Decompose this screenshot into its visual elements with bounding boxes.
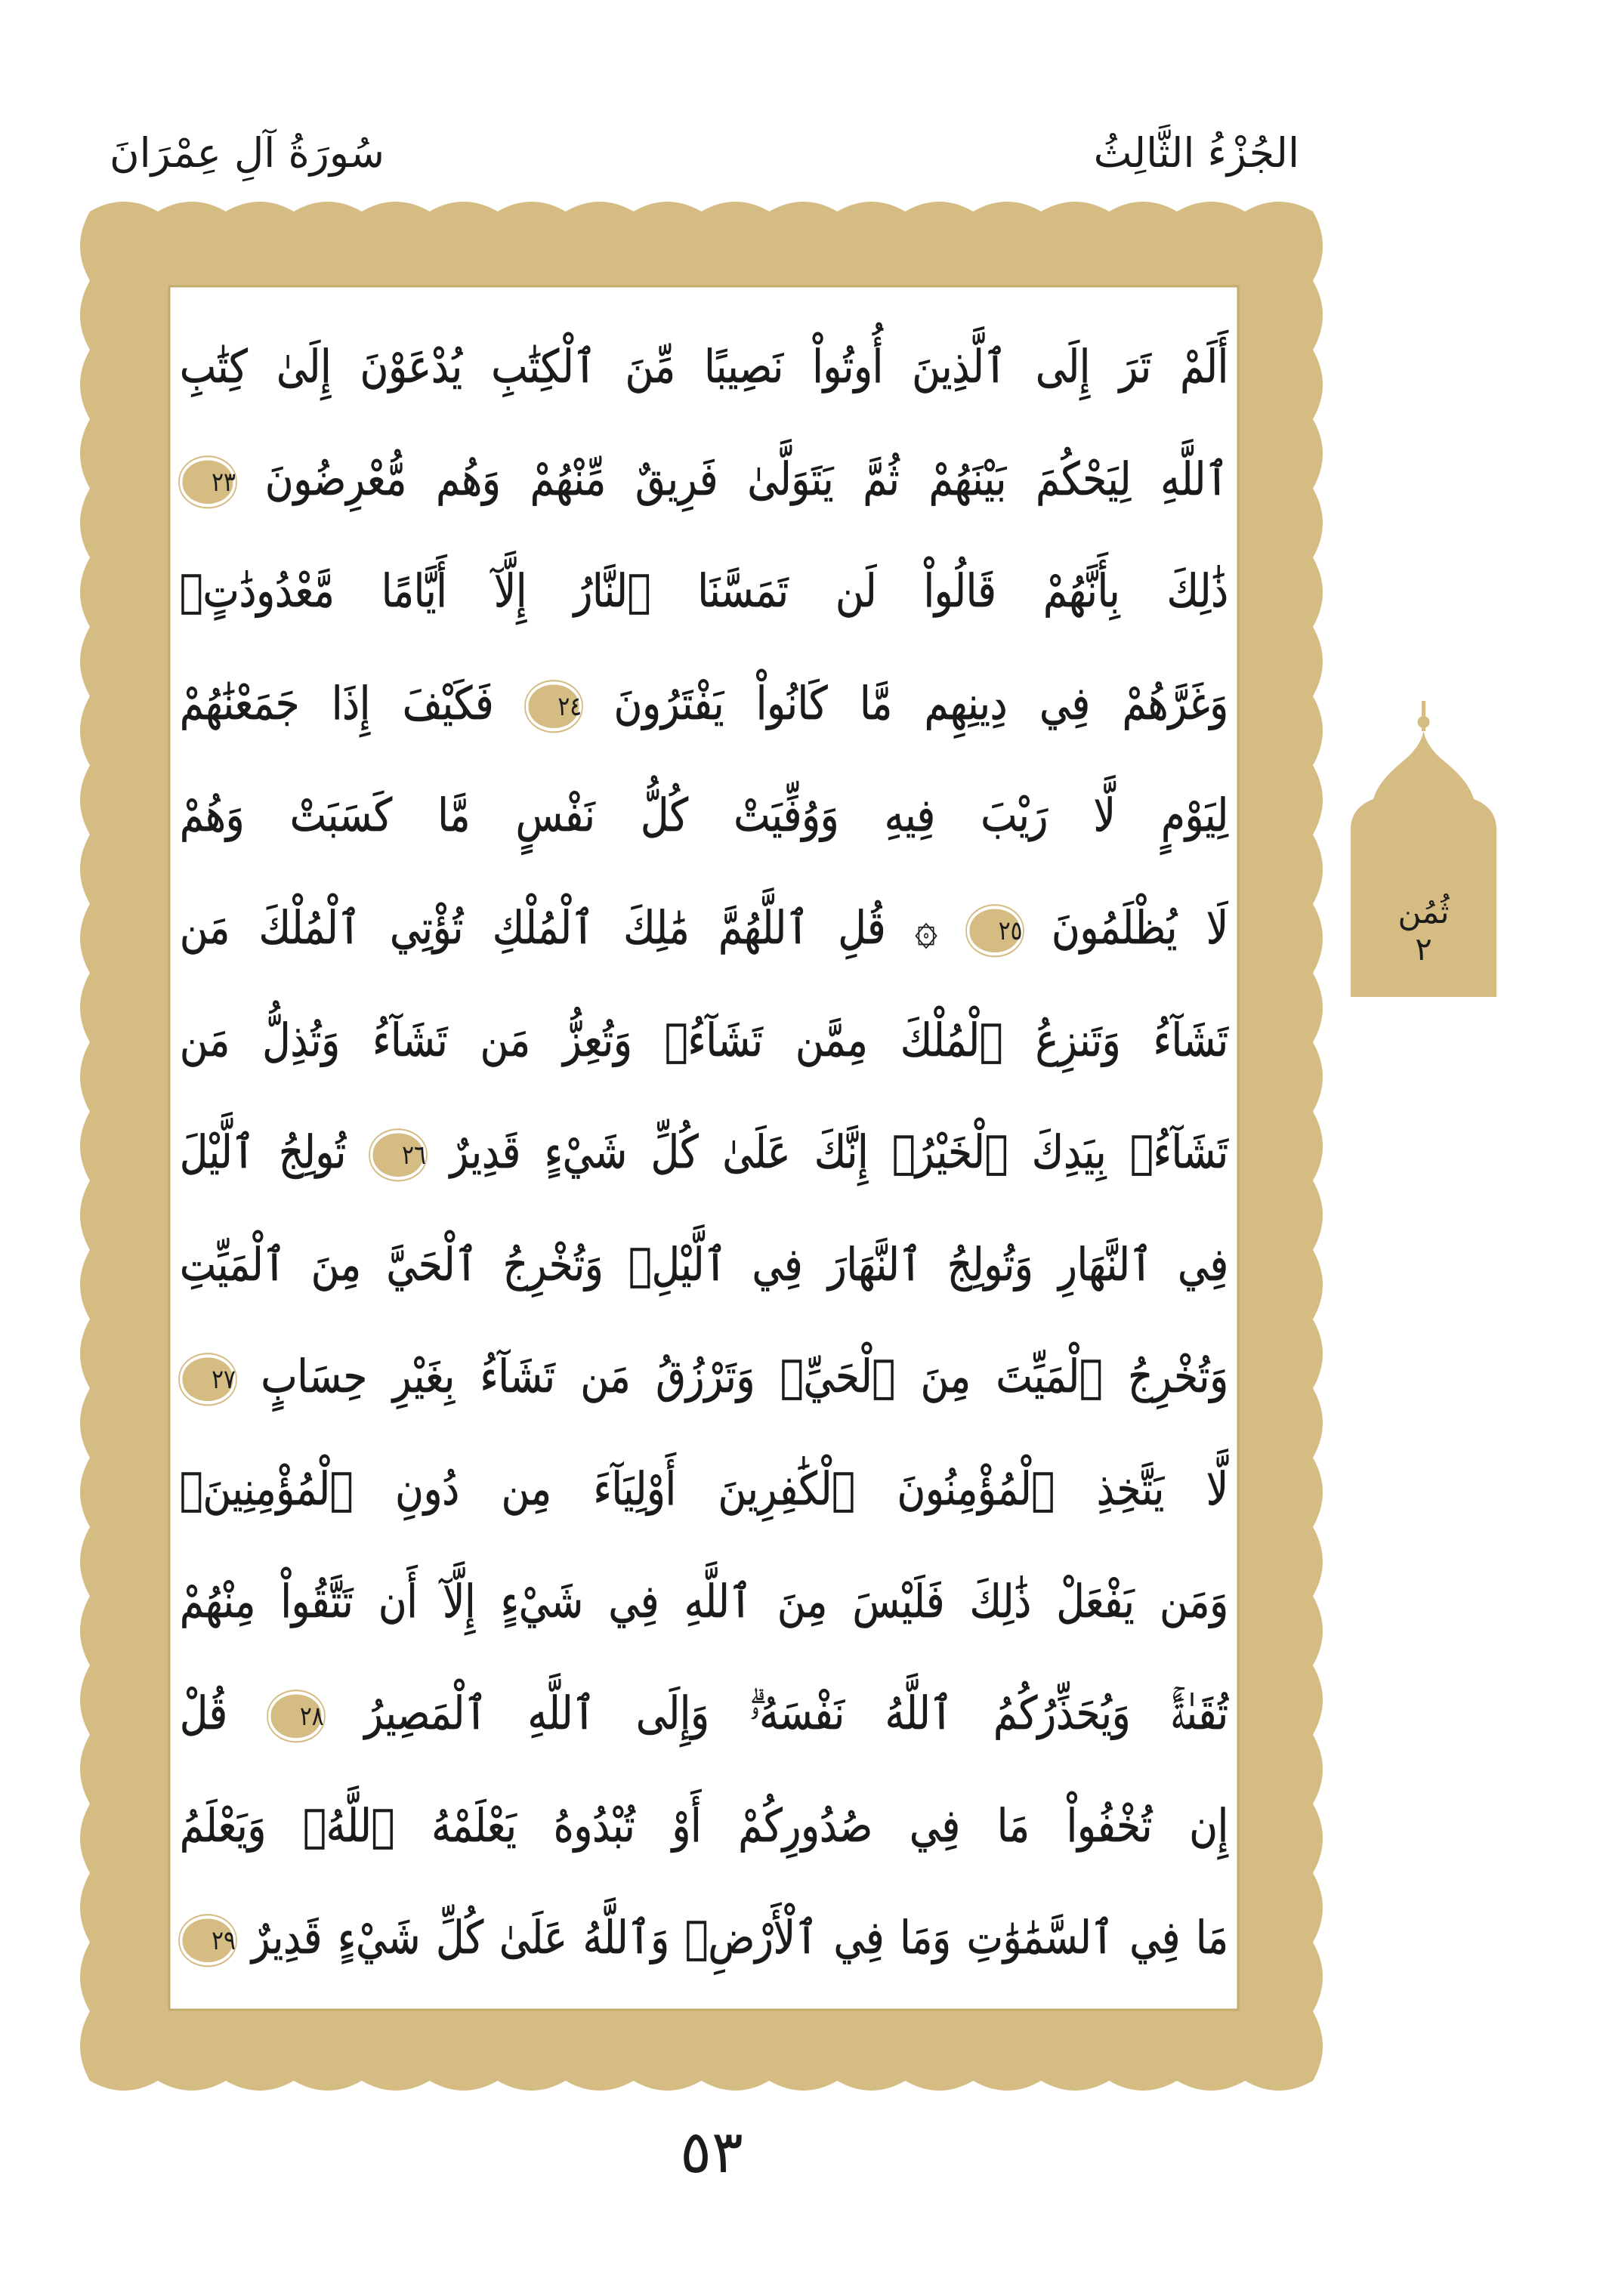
ayah-text: وَمَن يَفْعَلْ ذَٰلِكَ فَلَيْسَ مِنَ ٱللَّهِ فِي شَيْءٍ إِلَّآ أَن تَتَّقُواْ مِنْهُمْ xyxy=(180,1575,1228,1628)
ayah-number-badge: ٢٨ xyxy=(268,1691,324,1741)
ayah-text: وَغَرَّهُمْ فِي دِينِهِم مَّا كَانُواْ يَفْتَرُونَ xyxy=(613,677,1228,730)
ayah-text: ۞ قُلِ ٱللَّهُمَّ مَٰلِكَ ٱلْمُلْكِ تُؤْتِي ٱلْمُلْكَ مَن xyxy=(180,902,937,955)
ayah-text: إِن تُخْفُواْ مَا فِي صُدُورِكُمْ أَوْ تُبْدُوهُ يَعْلَمْهُ ٱللَّهُۗ وَيَعْلَمُ xyxy=(180,1800,1228,1853)
ayah-text: لَّا يَتَّخِذِ ٱلْمُؤْمِنُونَ ٱلْكَٰفِرِينَ أَوْلِيَآءَ مِن دُونِ ٱلْمُؤْمِنِينَۚ xyxy=(180,1463,1228,1517)
ayah-number-badge: ٢٦ xyxy=(370,1130,426,1180)
header-juz-title: الجُزْءُ الثَّالِثُ xyxy=(1093,129,1299,177)
ayah-text: تُقَىٰةًۚ وَيُحَذِّرُكُمُ ٱللَّهُ نَفْسَهُۥۗ وَإِلَى ٱللَّهِ ٱلْمَصِيرُ xyxy=(364,1687,1228,1741)
ayah-text: فِي ٱلنَّهَارِ وَتُولِجُ ٱلنَّهَارَ فِي ٱلَّيْلِۖ وَتُخْرِجُ ٱلْحَيَّ مِنَ ٱلْمَيِّتِ xyxy=(180,1239,1228,1292)
ayah-text: فَكَيْفَ إِذَا جَمَعْنَٰهُمْ xyxy=(180,677,494,730)
ayah-text: ذَٰلِكَ بِأَنَّهُمْ قَالُواْ لَن تَمَسَّنَا ٱلنَّارُ إِلَّآ أَيَّامًا مَّعْدُودَٰتٍۖ xyxy=(180,565,1228,619)
page-number: ٥٣ xyxy=(680,2119,743,2186)
ayah-text: مَا فِي ٱلسَّمَٰوَٰتِ وَمَا فِي ٱلْأَرْضِۗ وَٱللَّهُ عَلَىٰ كُلِّ شَيْءٍ قَدِيرٌ xyxy=(251,1912,1228,1965)
ayah-number-badge: ٢٥ xyxy=(967,906,1023,955)
ayah-number-badge: ٢٣ xyxy=(180,457,236,507)
ayah-text: تَشَآءُ وَتَنزِعُ ٱلْمُلْكَ مِمَّن تَشَآءُۖ وَتُعِزُّ مَن تَشَآءُ وَتُذِلُّ مَن xyxy=(180,1014,1228,1067)
ayah-text: تَشَآءُۖ بِيَدِكَ ٱلْخَيْرُۖ إِنَّكَ عَلَىٰ كُلِّ شَيْءٍ قَدِيرٌ xyxy=(449,1126,1228,1180)
ayah-number-badge: ٢٧ xyxy=(180,1354,236,1404)
thumun-number: ٢ xyxy=(1415,930,1432,967)
quran-line xyxy=(180,1873,1228,2005)
ayah-text: وَتُخْرِجُ ٱلْمَيِّتَ مِنَ ٱلْحَيِّۖ وَتَرْزُقُ مَن تَشَآءُ بِغَيْرِ حِسَابٍ xyxy=(261,1350,1228,1404)
thumun-label: ثُمُن xyxy=(1398,893,1450,930)
ayah-text: لَا يُظْلَمُونَ xyxy=(1052,902,1229,955)
ayah-number-badge: ٢٩ xyxy=(180,1915,236,1965)
ayah-text: قُلْ xyxy=(180,1687,228,1741)
ayah-text: تُولِجُ ٱلَّيْلَ xyxy=(180,1126,347,1180)
header-surah-title: سُورَةُ آلِ عِمْرَانَ xyxy=(110,129,385,177)
ayah-number-badge: ٢٤ xyxy=(526,681,582,731)
ayah-text: ٱللَّهِ لِيَحْكُمَ بَيْنَهُمْ ثُمَّ يَتَوَلَّىٰ فَرِيقٌ مِّنْهُمْ وَهُم مُّعْرِضُونَ xyxy=(265,453,1228,506)
ayah-text: أَلَمْ تَرَ إِلَى ٱلَّذِينَ أُوتُواْ نَصِيبًا مِّنَ ٱلْكِتَٰبِ يُدْعَوْنَ إِلَىٰ كِتَٰبِ xyxy=(180,341,1228,394)
quran-text-block xyxy=(180,312,1228,1995)
thumun-marker xyxy=(1351,701,1496,997)
marker-finial-bulb xyxy=(1418,716,1430,728)
ayah-text: لِيَوْمٍ لَّا رَيْبَ فِيهِ وَوُفِّيَتْ كُلُّ نَفْسٍ مَّا كَسَبَتْ وَهُمْ xyxy=(180,789,1228,843)
